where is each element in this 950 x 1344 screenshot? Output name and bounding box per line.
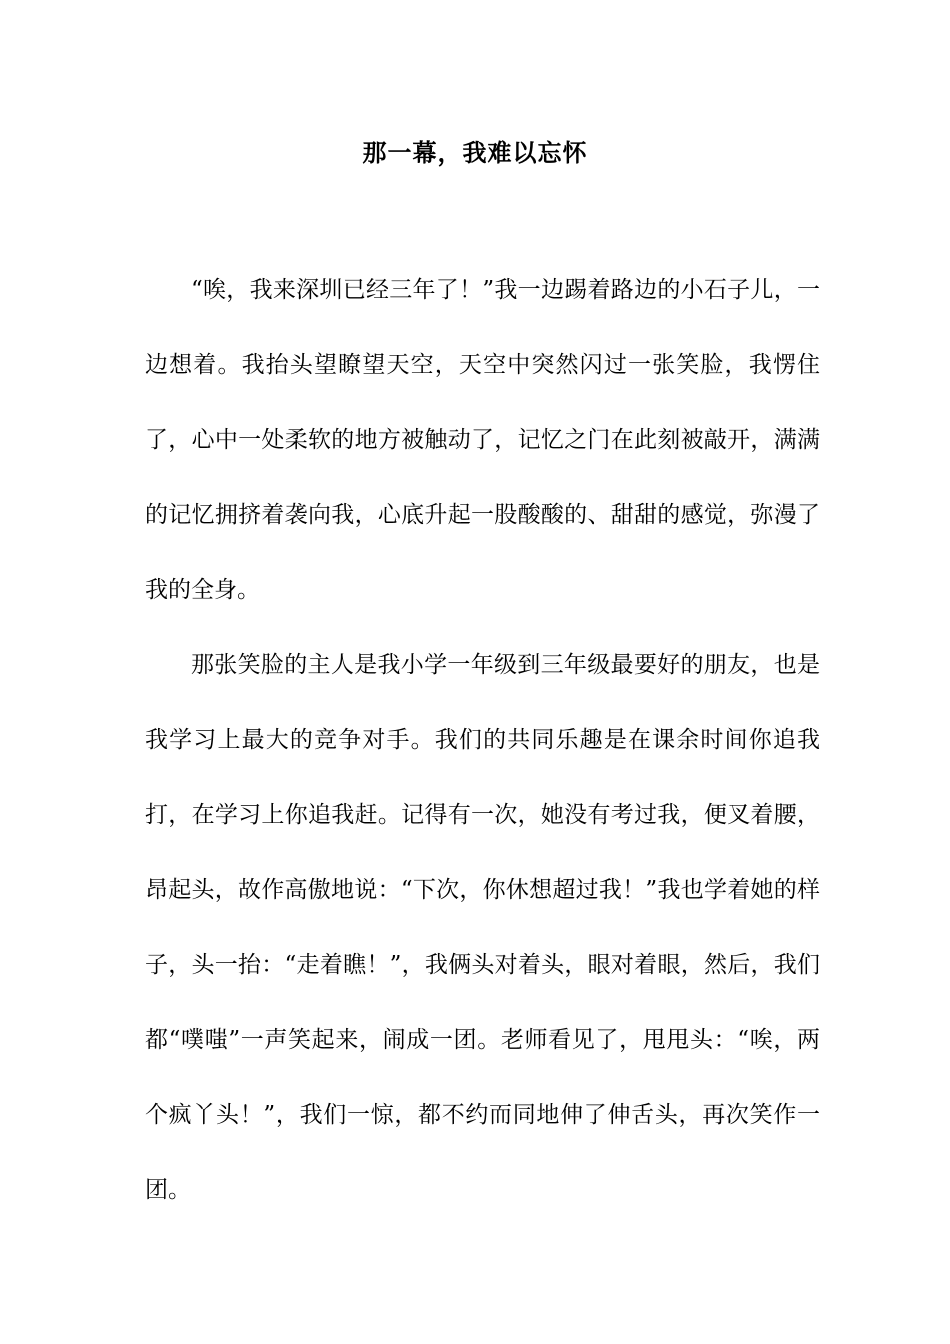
paragraph-1: “唉，我来深圳已经三年了！”我一边踢着路边的小石子儿，一边想着。我抬头望瞭望天空，天空中突然闪过一张笑脸，我愣住了，心中一处柔软的地方被触动了，记忆之门在此刻被敲开，满满的记忆拥挤着袭向我，心底升起一股酸酸的、甜甜的感觉，弥漫了我的全身。 bbox=[145, 277, 820, 603]
paragraph-2: 那张笑脸的主人是我小学一年级到三年级最要好的朋友，也是我学习上最大的竞争对手。我们的共同乐趣是在课余时间你追我打，在学习上你追我赶。记得有一次，她没有考过我，便叉着腰，昂起头，故作高傲地说：“下次，你休想超过我！”我也学着她的样子，头一抬：“走着瞧！”，我俩头对着头，眼对着眼，然后，我们都“噗嗤”一声笑起来，闹成一团。老师看见了，甩甩头：“唉，两个疯丫头！”，我们一惊，都不约而同地伸了伸舌头，再次笑作一团。 bbox=[145, 652, 820, 1203]
document-title: 那一幕，我难以忘怀 bbox=[362, 138, 588, 167]
document-body bbox=[145, 253, 820, 1228]
